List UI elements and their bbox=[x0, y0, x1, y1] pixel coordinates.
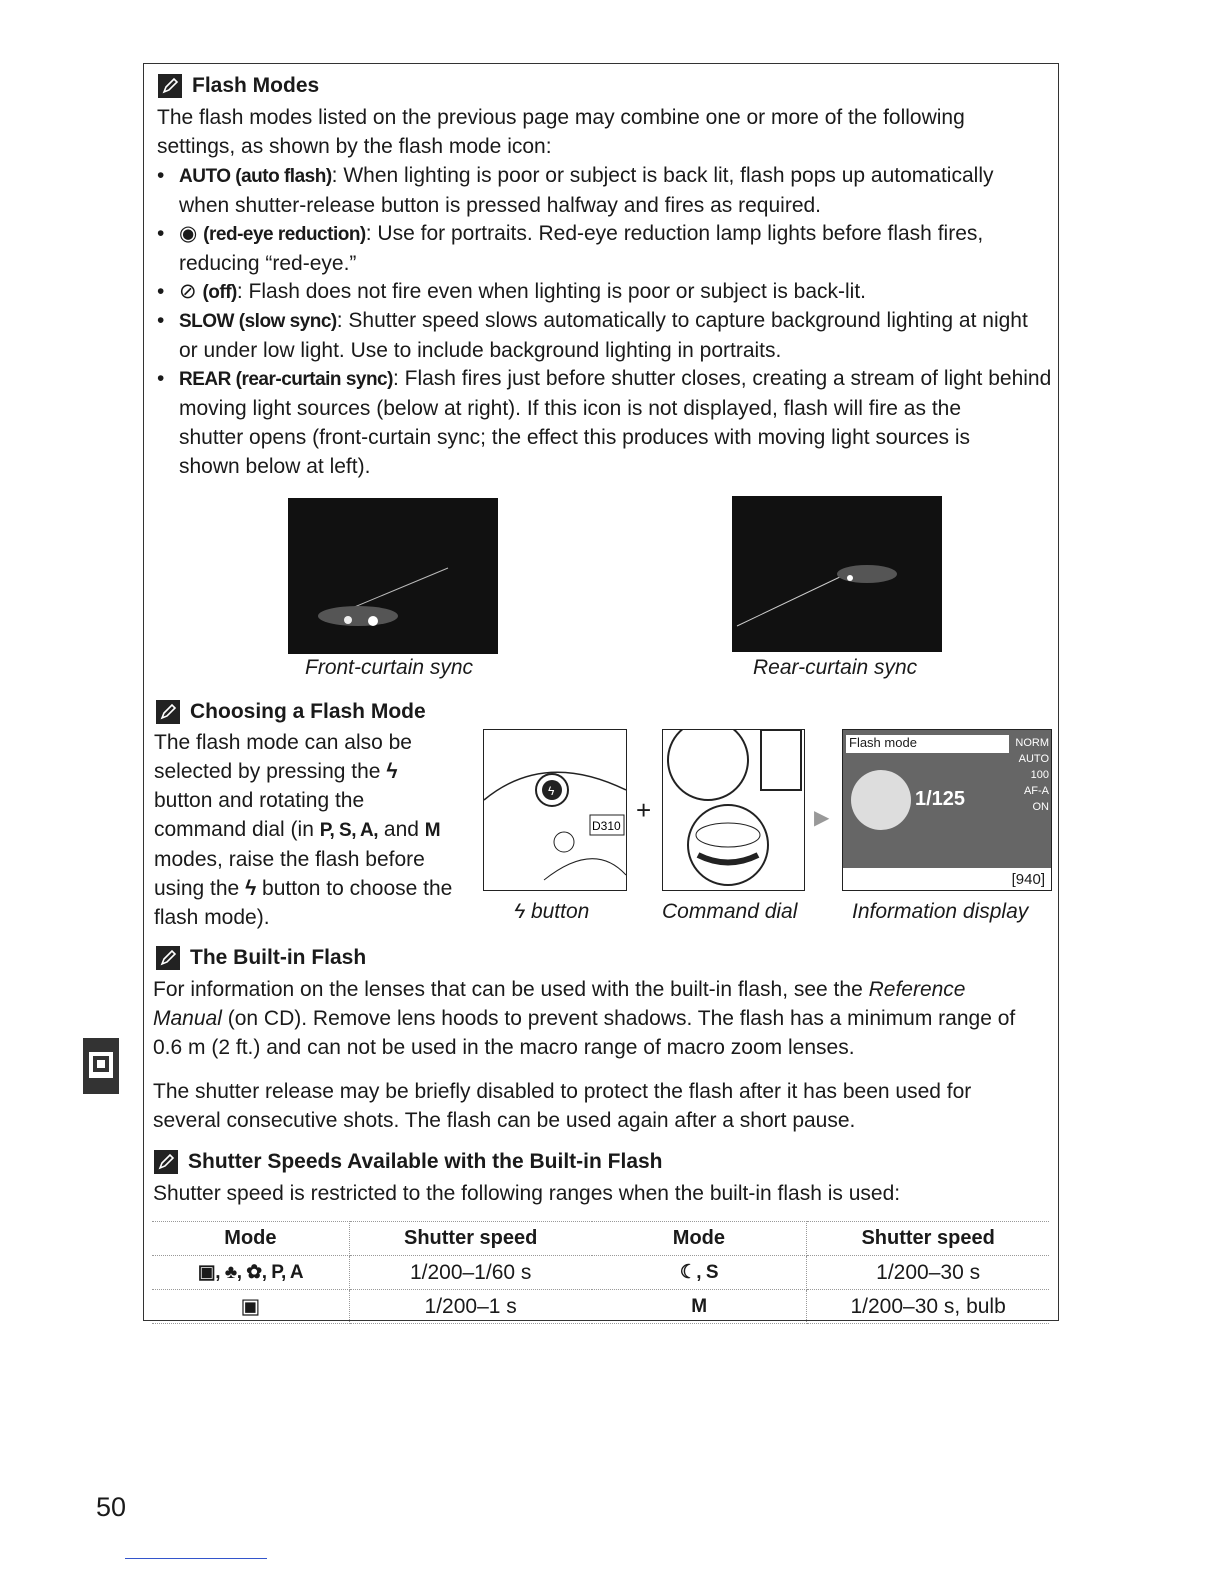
information-display bbox=[842, 729, 1052, 891]
display-right-column: NORM AUTO 100 AF-A ON bbox=[1015, 737, 1049, 813]
note-pencil-icon bbox=[156, 946, 180, 970]
flash-bolt-icon: ϟ bbox=[245, 877, 257, 900]
command-dial-caption: Command dial bbox=[662, 900, 798, 923]
choosing-heading bbox=[156, 700, 426, 724]
flash-modes-intro: The flash modes listed on the previous page may combine one or more of the following settings, as shown by the flash mode icon: bbox=[157, 106, 965, 158]
builtin-paragraph-1: For information on the lenses that can be used with the built-in flash, see the Reference Manual (on CD). Remove lens hoods to prevent shadows. The flash has a minimum range of 0.6 m (2 ft.) and can not be used in the macro range of macro zoom lenses. bbox=[153, 978, 1016, 1059]
auto-mode-icons: ▣, ♣, ✿, bbox=[197, 1262, 272, 1283]
flash-modes-heading bbox=[158, 74, 319, 98]
note-pencil-icon bbox=[158, 74, 182, 98]
display-shutter-speed: 1/125 bbox=[915, 788, 966, 810]
flash-bolt-icon: ϟ bbox=[386, 760, 398, 783]
shutter-speed-table bbox=[152, 1221, 1049, 1324]
shutter-intro: Shutter speed is restricted to the following ranges when the built-in flash is used: bbox=[153, 1182, 901, 1205]
red-eye-icon: ◉ bbox=[179, 222, 204, 245]
rear-curtain-caption: Rear-curtain sync bbox=[753, 656, 918, 679]
table-row: ▣ 1/200–1 s M 1/200–30 s, bulb bbox=[152, 1290, 1049, 1324]
arrow-right-icon: ▶ bbox=[814, 807, 830, 829]
camera-section-tab bbox=[83, 1038, 119, 1094]
builtin-paragraph-2: The shutter release may be briefly disabled to protect the flash after it has been used for several consecutive shots. The flash can be used again after a short pause. bbox=[153, 1080, 972, 1132]
flash-off-icon: ⊘ bbox=[179, 280, 203, 303]
flash-button-caption: ϟ button bbox=[514, 900, 590, 923]
footer-line bbox=[125, 1558, 267, 1559]
flash-bolt-icon: ϟ bbox=[514, 900, 531, 923]
rear-curtain-photo bbox=[732, 496, 942, 652]
command-dial-illustration bbox=[662, 729, 805, 891]
note-pencil-icon bbox=[154, 1150, 178, 1174]
front-curtain-photo bbox=[288, 498, 498, 654]
night-portrait-icon: ☾ bbox=[679, 1262, 697, 1283]
info-display-caption: Information display bbox=[852, 900, 1029, 923]
flash-modes-title: Flash Modes bbox=[192, 74, 320, 97]
plus-sign: + bbox=[636, 795, 652, 825]
shutter-heading bbox=[154, 1150, 663, 1174]
display-shot-count: [940] bbox=[1011, 871, 1045, 888]
car-light-trail-icon bbox=[732, 496, 942, 652]
note-pencil-icon bbox=[156, 700, 180, 724]
choosing-title: Choosing a Flash Mode bbox=[190, 700, 426, 723]
portrait-mode-icon: ▣ bbox=[240, 1295, 261, 1318]
display-flash-mode-label: Flash mode bbox=[846, 735, 1009, 753]
builtin-heading bbox=[156, 946, 366, 970]
bullet-key: AUTO (auto flash) bbox=[179, 166, 332, 187]
builtin-title: The Built-in Flash bbox=[190, 946, 367, 969]
front-curtain-caption: Front-curtain sync bbox=[305, 656, 474, 679]
car-light-trail-icon bbox=[288, 498, 498, 654]
flash-button-illustration bbox=[483, 729, 627, 891]
svg-text:ϟ: ϟ bbox=[548, 784, 555, 798]
page-number: 50 bbox=[96, 1492, 127, 1522]
camera-icon bbox=[83, 1038, 119, 1094]
command-dial-icon bbox=[663, 730, 804, 890]
table-row: ▣, ♣, ✿, P, A 1/200–1/60 s ☾, S 1/200–30 s bbox=[152, 1256, 1049, 1290]
choosing-text: The flash mode can also be selected by pressing the ϟ button and rotating the command dial (in P, S, A, and M modes, raise the flash before using the ϟ button to choose the flash mode). bbox=[154, 731, 453, 929]
camera-side-illustration bbox=[484, 730, 626, 890]
svg-text:D310: D310 bbox=[592, 819, 621, 833]
display-dial-graphic bbox=[851, 770, 911, 830]
shutter-title: Shutter Speeds Available with the Built-in Flash bbox=[188, 1150, 663, 1173]
table-header-row: Mode Shutter speed Mode Shutter speed bbox=[152, 1222, 1049, 1256]
